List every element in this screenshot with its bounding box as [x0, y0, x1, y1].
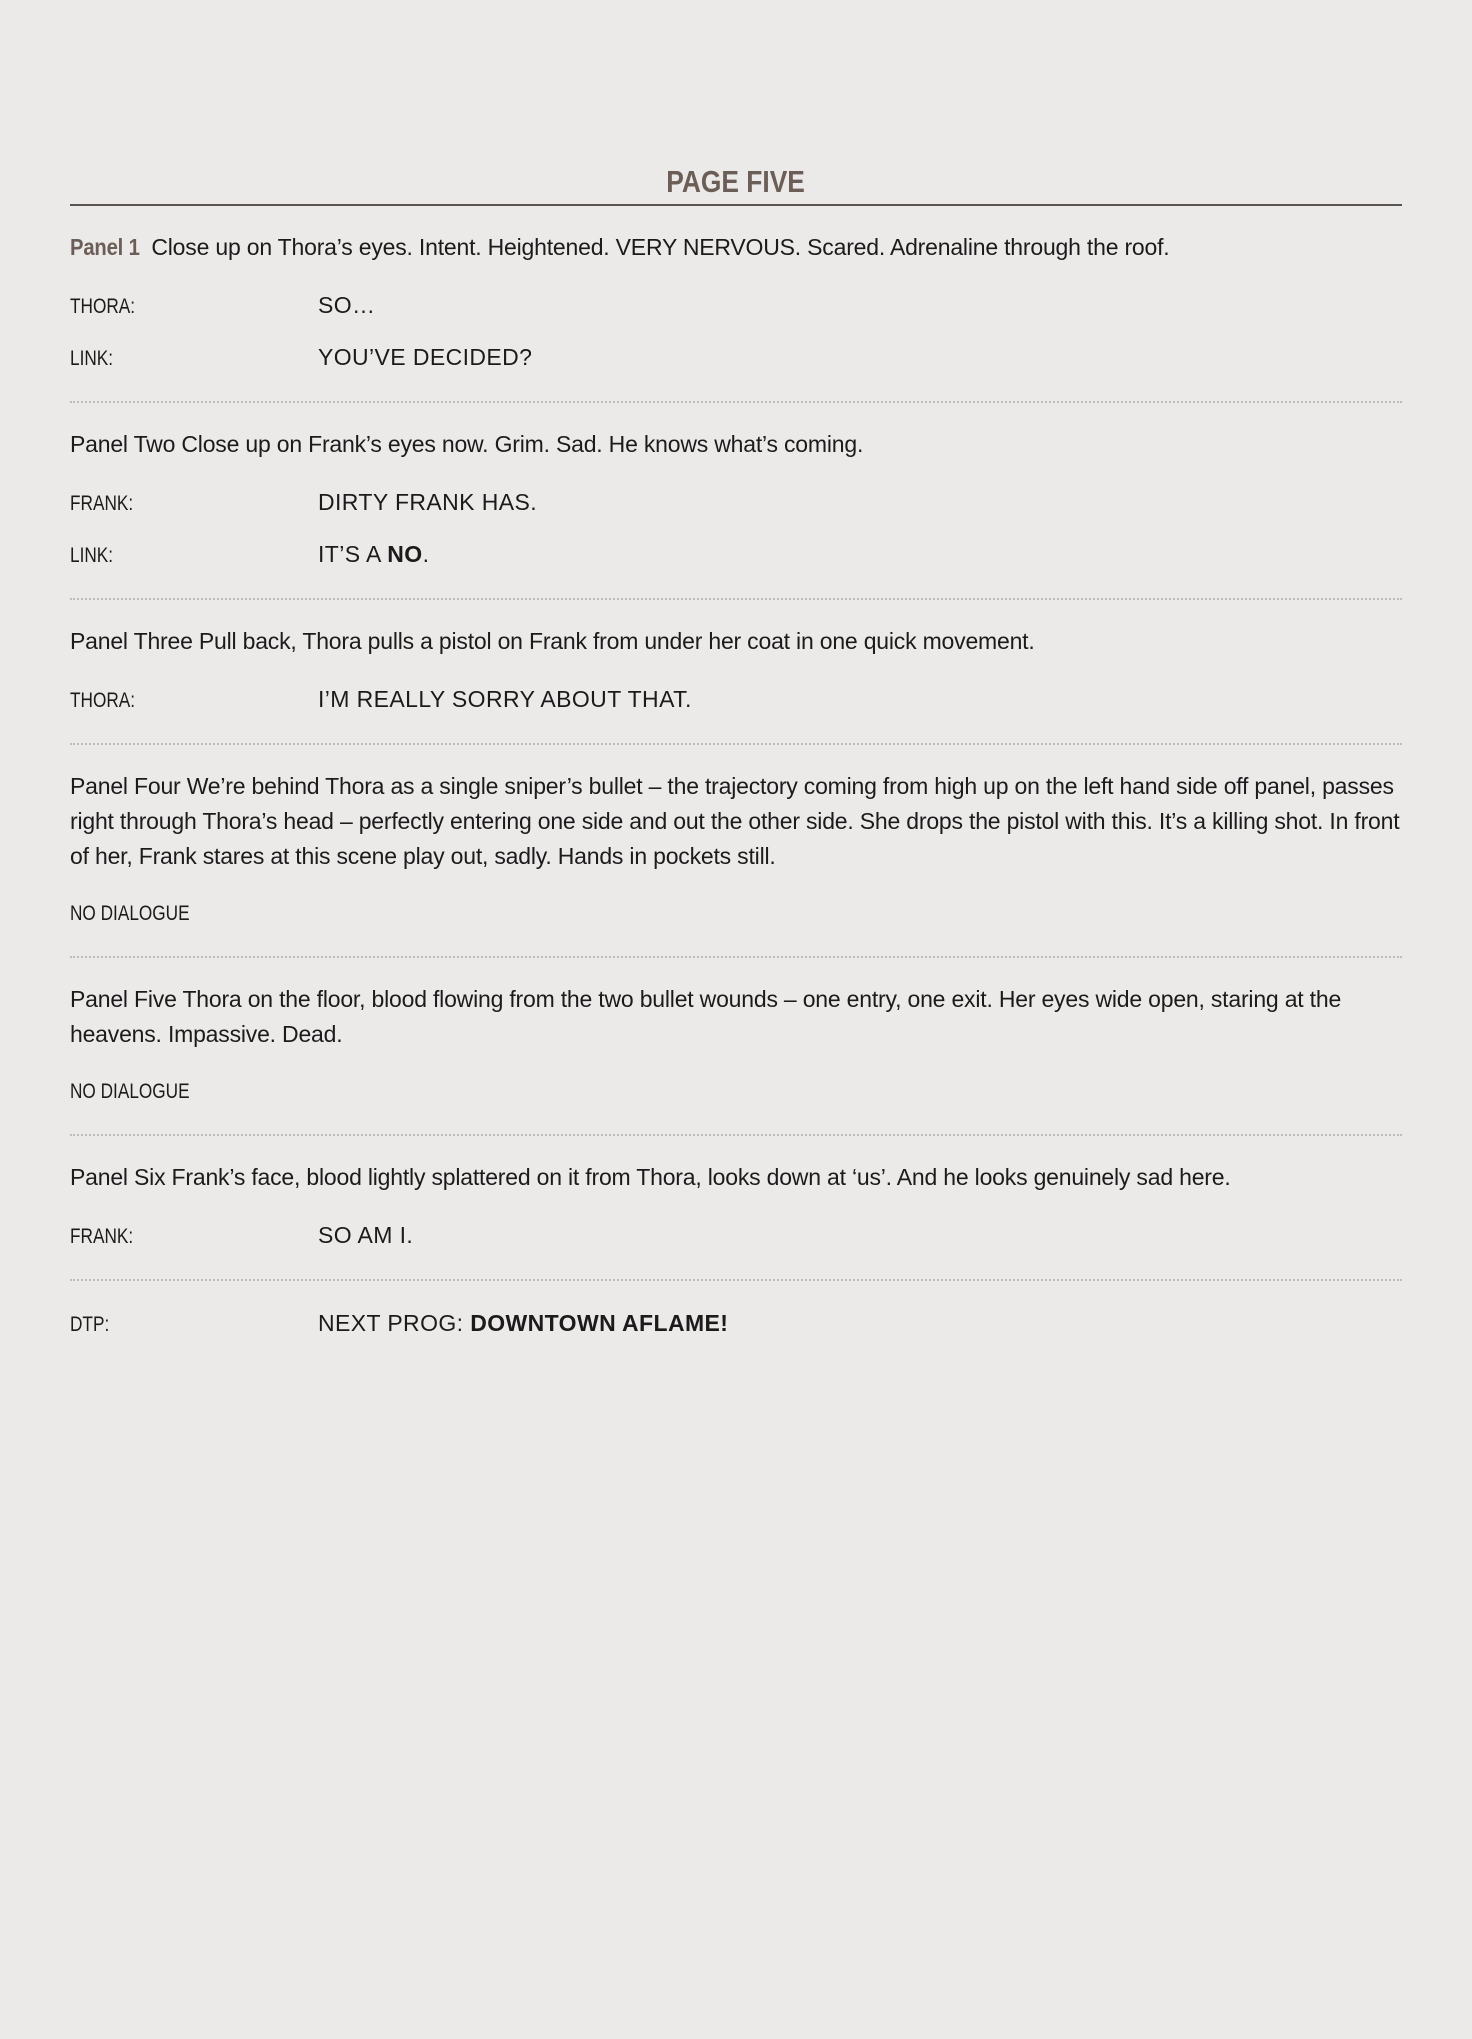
panel-5	[70, 958, 1402, 1136]
dialogue-text-part: IT’S A	[318, 541, 388, 567]
speaker-name: LINK:	[70, 347, 114, 370]
panel-6	[70, 1136, 1402, 1281]
speaker-name: THORA:	[70, 295, 136, 318]
page-title: PAGE FIVE	[666, 164, 806, 199]
panel-1	[70, 206, 1402, 403]
dialogue-text	[318, 536, 429, 572]
dialogue-line	[70, 1305, 1402, 1343]
speaker-name: THORA:	[70, 689, 136, 712]
panel-description-text: Close up on Thora’s eyes. Intent. Heightened. VERY NERVOUS. Scared. Adrenaline through the roof.	[151, 234, 1170, 260]
next-prog-text	[318, 1305, 728, 1341]
dialogue-line	[70, 287, 1402, 325]
panel-4	[70, 745, 1402, 958]
page-title-bar	[70, 160, 1402, 206]
dialogue-line	[70, 1217, 1402, 1255]
dialogue-text: SO…	[318, 292, 376, 318]
panel-description: Panel Five Thora on the floor, blood flowing from the two bullet wounds – one entry, one exit. Her eyes wide open, staring at the heavens. Impassive. Dead.	[70, 986, 1342, 1047]
panel-description: Panel Four We’re behind Thora as a single sniper’s bullet – the trajectory coming from high up on the left hand side off panel, passes right through Thora’s head – perfectly entering one side and out the other side. She drops the pistol with this. It’s a killing shot. In front of her, Frank stares at this scene play out, sadly. Hands in pockets still.	[70, 773, 1400, 869]
dialogue-text: YOU’VE DECIDED?	[318, 344, 533, 370]
next-prog-title: DOWNTOWN AFLAME!	[470, 1310, 729, 1336]
panel-description: Panel Two Close up on Frank’s eyes now. Grim. Sad. He knows what’s coming.	[70, 431, 864, 457]
panel-3	[70, 600, 1402, 745]
dialogue-emphasis: NO	[387, 541, 423, 567]
speaker-name: DTP:	[70, 1313, 110, 1336]
dialogue-text: SO AM I.	[318, 1222, 414, 1248]
no-dialogue-note: NO DIALOGUE	[70, 902, 190, 925]
footer-next-prog	[70, 1281, 1402, 1367]
panel-label: Panel 1	[70, 234, 140, 260]
no-dialogue-note: NO DIALOGUE	[70, 1080, 190, 1103]
panel-description: Panel Six Frank’s face, blood lightly splattered on it from Thora, looks down at ‘us’. And he looks genuinely sad here.	[70, 1164, 1231, 1190]
dialogue-line	[70, 681, 1402, 719]
next-prog-prefix: NEXT PROG:	[318, 1310, 471, 1336]
dialogue-line	[70, 484, 1402, 522]
speaker-name: LINK:	[70, 544, 114, 567]
dialogue-line	[70, 536, 1402, 574]
panel-2	[70, 403, 1402, 600]
script-page	[70, 160, 1402, 1367]
dialogue-text: I’M REALLY SORRY ABOUT THAT.	[318, 686, 692, 712]
speaker-name: FRANK:	[70, 492, 134, 515]
panel-description: Panel Three Pull back, Thora pulls a pistol on Frank from under her coat in one quick movement.	[70, 628, 1035, 654]
dialogue-line	[70, 339, 1402, 377]
panel-description	[70, 230, 1402, 265]
dialogue-text-part: .	[422, 541, 430, 567]
speaker-name: FRANK:	[70, 1225, 134, 1248]
dialogue-text: DIRTY FRANK HAS.	[318, 489, 537, 515]
